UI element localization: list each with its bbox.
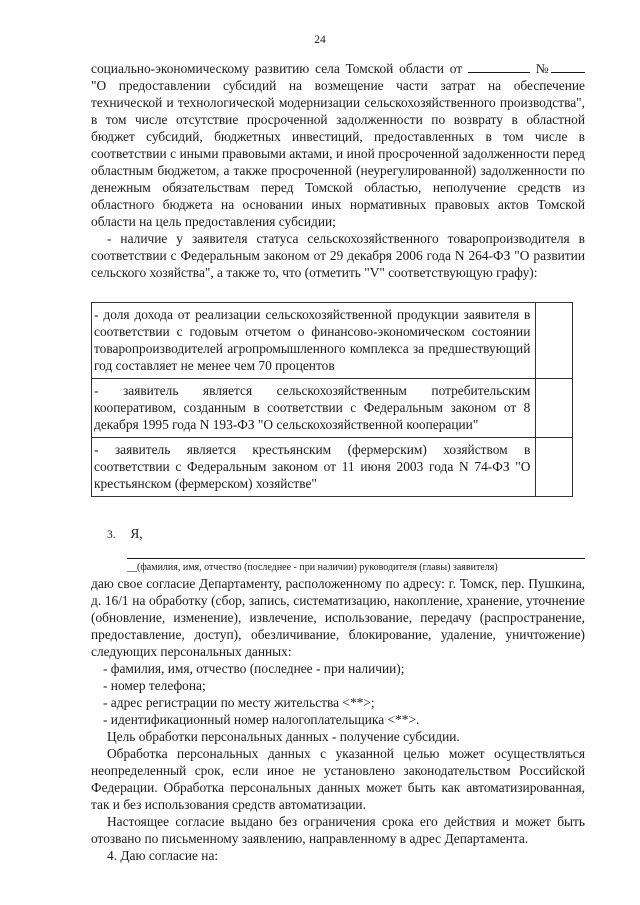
purpose-paragraph: Цель обработки персональных данных - получение субсидии. xyxy=(107,729,460,744)
table-row xyxy=(92,438,573,497)
signature-caption: __(фамилия, имя, отчество (последнее - при наличии) руководителя (главы) заявителя) xyxy=(127,562,498,573)
list-item: - адрес регистрации по месту жительства <**>; xyxy=(103,695,375,710)
consent-paragraph: даю свое согласие Департаменту, расположенному по адресу: г. Томск, пер. Пушкина, д. 16/1 на обработку (сбор, запись, систематизацию, накопление, хранение, уточнение (обновление, изменение), извлечение, использование, передачу (распространение, предоставление, доступ), обезличивание, блокирование, удаление, уничтожение) следующих персональных данных: xyxy=(91,576,585,659)
list-item: - идентификационный номер налогоплательщика <**>. xyxy=(103,712,420,727)
choice-text: - заявитель является сельскохозяйственным потребительским кооперативом, созданным в соответствии с Федеральным законом от 8 декабря 1995 года N 193-ФЗ "О сельскохозяйственной кооперации" xyxy=(92,379,536,438)
section-number: 3. xyxy=(107,529,116,541)
document-body xyxy=(91,60,585,864)
processing-paragraph: Обработка персональных данных с указанной целью может осуществляться неопределенный срок, если иное не установлено законодательством Российской Федерации. Обработка персональных данных может быть как автоматизированная, так и без использования средств автоматизации. xyxy=(91,746,585,812)
choice-text: - заявитель является крестьянским (фермерским) хозяйством в соответствии с Федеральным законом от 11 июня 2003 года N 74-ФЗ "О крестьянском (фермерском) хозяйстве" xyxy=(92,438,536,497)
section-lead: Я, xyxy=(130,526,143,541)
choice-mark-cell[interactable] xyxy=(536,438,573,497)
section-4-heading: 4. Даю согласие на: xyxy=(107,848,219,863)
number-blank xyxy=(551,61,585,73)
list-item: - фамилия, имя, отчество (последнее - при наличии); xyxy=(103,661,405,676)
intro-paragraph: "О предоставлении субсидий на возмещение части затрат на обеспечение технической и технологической модернизации сельскохозяйственного производства", в том числе отсутствие просроченной задолженности по возврату в областной бюджет субсидий, бюджетных инвестиций, предоставленных в том числе в соответствии с иными правовыми актами, и иной просроченной задолженности перед областным бюджетом, а также просроченной (неурегулированной) задолженности по денежным обязательствам перед Томской областью, неполучение средств из областного бюджета на основании иных нормативных правовых актов Томской области на цель предоставления субсидии; xyxy=(91,78,585,229)
section-3-header xyxy=(91,525,585,544)
status-choice-table xyxy=(91,302,573,497)
choice-text: - доля дохода от реализации сельскохозяйственной продукции заявителя в соответствии с годовым отчетом о финансово-экономическом состоянии товаропроизводителей агропромышленного комплекса за предшествующий год составляет не менее чем 70 процентов xyxy=(92,303,536,379)
personal-data-list xyxy=(91,660,585,728)
name-signature-line xyxy=(127,557,585,559)
table-row xyxy=(92,379,573,438)
date-blank xyxy=(468,61,530,73)
page-number: 24 xyxy=(314,34,326,46)
status-paragraph: - наличие у заявителя статуса сельскохозяйственного товаропроизводителя в соответствии с Федеральным законом от 29 декабря 2006 года N 264-ФЗ "О развитии сельского хозяйства", а также то, что (отметить "V" соответствующую графу): xyxy=(91,231,585,280)
list-item: - номер телефона; xyxy=(103,678,206,693)
table-row xyxy=(92,303,573,379)
choice-mark-cell[interactable] xyxy=(536,379,573,438)
validity-paragraph: Настоящее согласие выдано без ограничения срока его действия и может быть отозвано по письменному заявлению, направленному в адрес Департамента. xyxy=(91,814,585,846)
intro-first-line: социально-экономическому развитию села Томской области от № xyxy=(91,60,585,77)
choice-mark-cell[interactable] xyxy=(536,303,573,379)
